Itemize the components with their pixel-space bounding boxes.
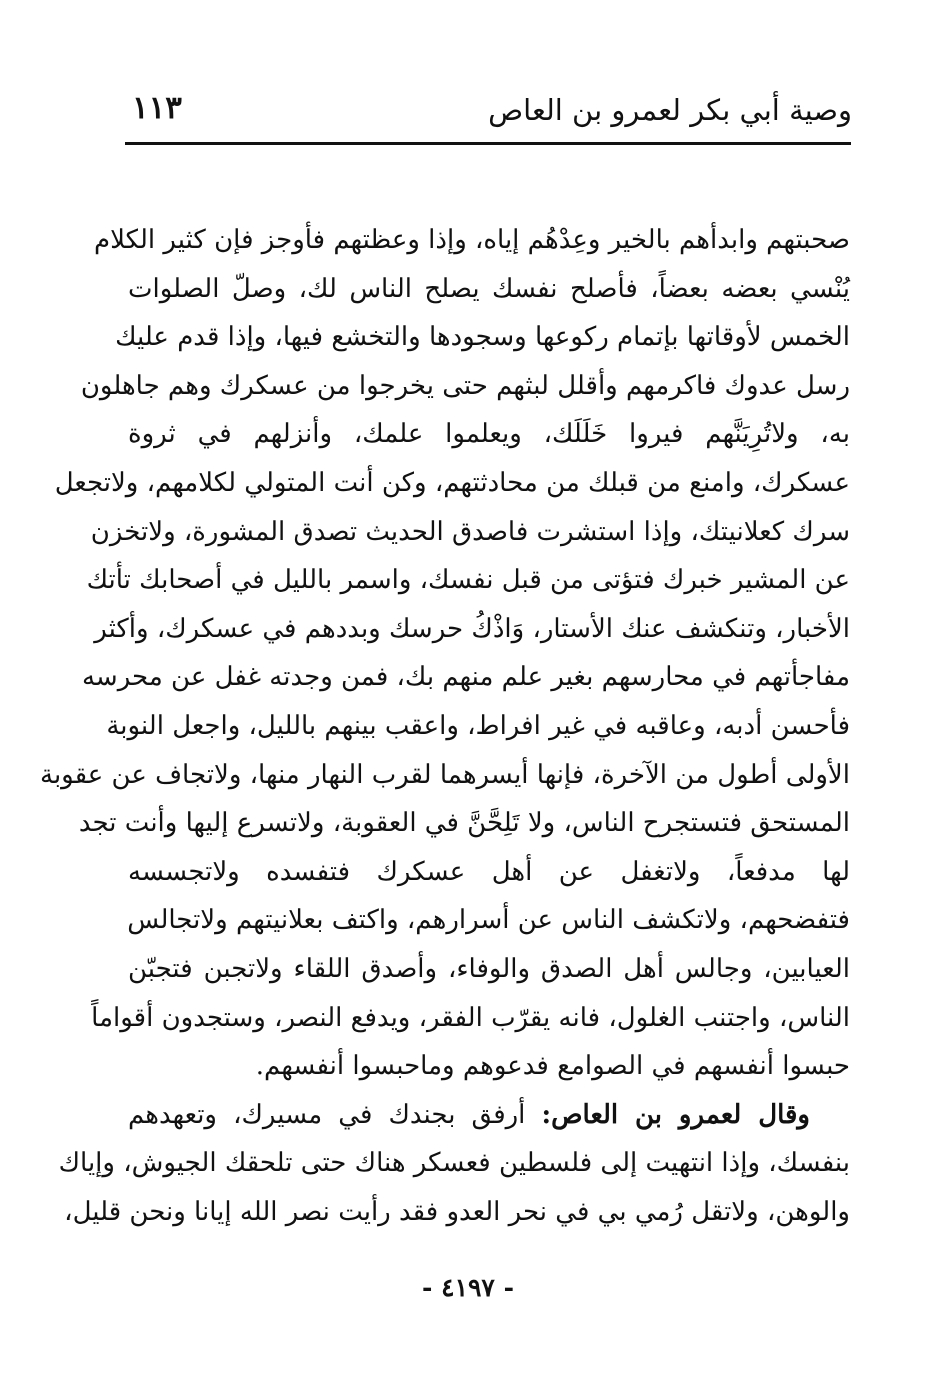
text-line: العيابين، وجالس أهل الصدق والوفاء، وأصدق اللقاء ولاتجبن فتجبّن [128, 953, 850, 984]
text-line: الأخبار، وتنكشف عنك الأستار، وَاذْكُ حرسك وبددهم في عسكرك، وأكثر [94, 613, 850, 644]
header-rule [125, 142, 851, 145]
text-line: الناس، واجتنب الغلول، فانه يقرّب الفقر، ويدفع النصر، وستجدون أقواماً [91, 1002, 850, 1033]
running-title: وصية أبي بكر لعمرو بن العاص [488, 93, 852, 127]
text-line: حبسوا أنفسهم في الصوامع فدعوهم وماحبسوا أنفسهم. [255, 1051, 850, 1082]
text-line: الأولى أطول من الآخرة، فإنها أيسرهما لقرب النهار منها، ولاتجاف عن عقوبة [40, 759, 850, 790]
text-line: لها مدفعاً، ولاتغفل عن أهل عسكرك فتفسده ولاتجسسه [128, 856, 850, 887]
text-line: والوهن، ولاتقل رُمي بي في نحر العدو فقد رأيت نصر الله إيانا ونحن قليل، [64, 1196, 850, 1227]
text-line: مفاجأتهم في محارسهم بغير علم منهم بك، فمن وجدته غفل عن محرسه [81, 662, 850, 693]
text-line: بنفسك، وإذا انتهيت إلى فلسطين فعسكر هناك حتى تلحقك الجيوش، وإياك [58, 1148, 850, 1179]
text-line: المستحق فتستجرح الناس، ولا تَلِحَّنَّ في العقوبة، ولاتسرع إليها وأنت تجد [78, 808, 850, 839]
text-line: سرك كعلانيتك، وإذا استشرت فاصدق الحديث تصدق المشورة، ولاتخزن [90, 516, 850, 547]
page-header [122, 88, 852, 144]
page-number: ١١٣ [132, 90, 182, 126]
text-line: الخمس لأوقاتها بإتمام ركوعها وسجودها والتخشع فيها، وإذا قدم عليك [115, 322, 850, 353]
text-line: فأحسن أدبه، وعاقبه في غير افراط، واعقب بينهم بالليل، واجعل النوبة [106, 710, 850, 741]
paragraph-opening-line [128, 1091, 850, 1140]
text-line: رسل عدوك فاكرمهم وأقلل لبثهم حتى يخرجوا من عسكرك وهم جاهلون [80, 370, 850, 401]
text-line: به، ولاتُرِيَنَّهم فيروا خَلَلَك، ويعلموا علمك، وأنزلهم في ثروة [128, 419, 850, 450]
text-line: فتفضحهم، ولاتكشف الناس عن أسرارهم، واكتف بعلانيتهم ولاتجالس [127, 905, 850, 936]
text-line: صحبتهم وابدأهم بالخير وعِدْهُم إياه، وإذا وعظتهم فأوجز فإن كثير الكلام [94, 225, 850, 255]
body-text [40, 216, 850, 1236]
footer-page-number: - ٤١٩٧ - [422, 1273, 514, 1302]
speaker-heading: وقال لعمرو بن العاص: [541, 1099, 810, 1130]
text-line: يُنْسي بعضه بعضاً، فأصلح نفسك يصلح الناس لك، وصلّ الصلوات [128, 273, 850, 304]
text-line: عسكرك، وامنع من قبلك من محادثتهم، وكن أنت المتولي لكلامهم، ولاتجعل [54, 467, 850, 498]
text-fragment: أرفق بجندك في مسيرك، وتعهدهم [128, 1099, 526, 1130]
text-line: عن المشير خبرك فتؤتى من قبل نفسك، واسمر بالليل في أصحابك تأتك [86, 565, 850, 596]
